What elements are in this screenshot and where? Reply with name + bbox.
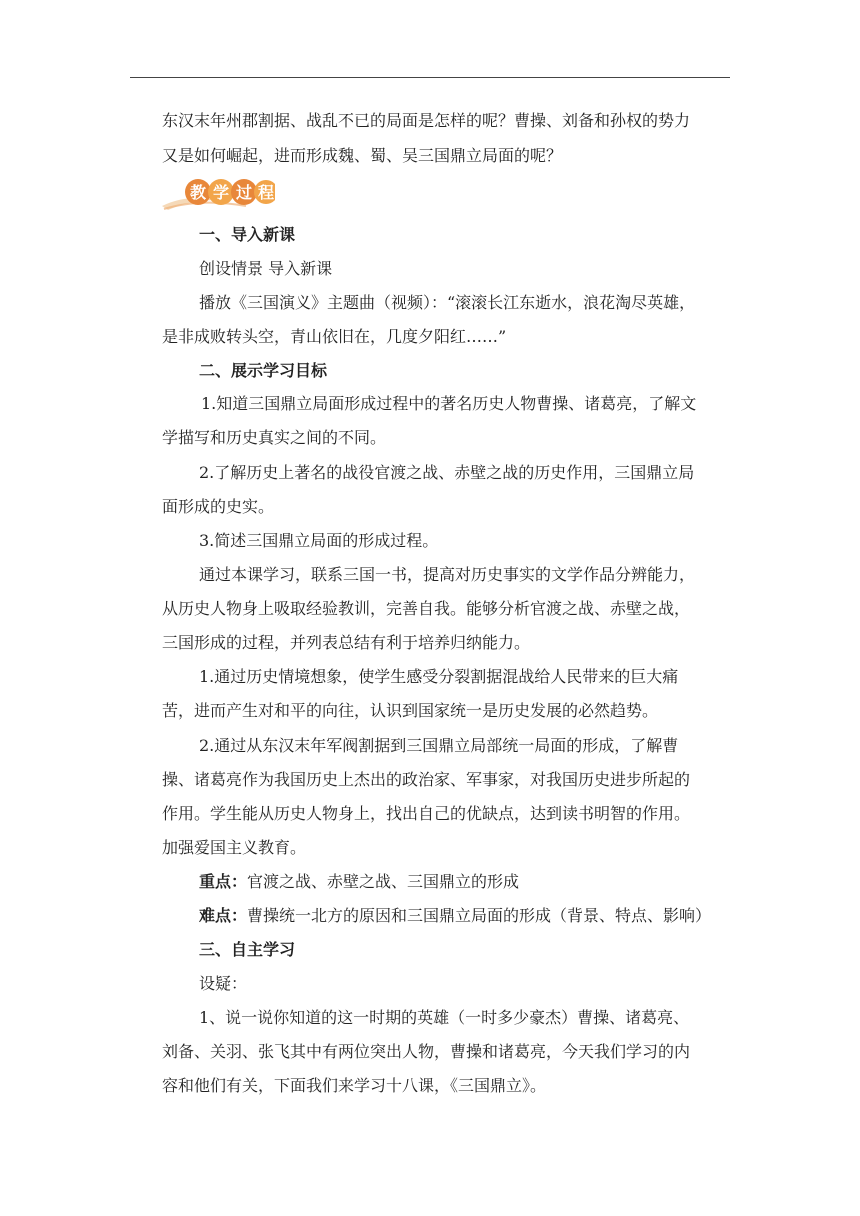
- goal-line: 通过本课学习，联系三国一书，提高对历史事实的文学作品分辨能力，: [199, 565, 696, 584]
- intro-line: 东汉末年州郡割据、战乱不已的局面是怎样的呢？曹操、刘备和孙权的势力: [162, 111, 691, 130]
- section-heading: 二、展示学习目标: [199, 361, 328, 380]
- goal-line: 学描写和历史真实之间的不同。: [162, 428, 387, 447]
- goal-line: 3.简述三国鼎立局面的形成过程。: [199, 531, 439, 550]
- paragraph-line: 创设情景 导入新课: [199, 259, 333, 278]
- paragraph-line: 是非成败转头空，青山依旧在，几度夕阳红……”: [162, 327, 507, 346]
- section-heading: 一、导入新课: [199, 225, 296, 244]
- goal-line: 1.通过历史情境想象，使学生感受分裂割据混战给人民带来的巨大痛: [199, 667, 679, 686]
- goal-line: 作用。学生能从历史人物身上，找出自己的优缺点，达到读书明智的作用。: [162, 804, 691, 823]
- key-point: [199, 872, 519, 892]
- badge-char: 程: [257, 183, 275, 202]
- goal-line: 三国形成的过程，并列表总结有利于培养归纳能力。: [162, 633, 531, 652]
- paragraph-line: 容和他们有关，下面我们来学习十八课，《三国鼎立》。: [162, 1076, 547, 1095]
- badge-char: 学: [212, 183, 230, 202]
- goal-line: 加强爱国主义教育。: [162, 838, 307, 857]
- paragraph-line: 1、说一说你知道的这一时期的英雄（一时多少豪杰）曹操、诸葛亮、: [199, 1008, 690, 1027]
- difficult-point-text: 曹操统一北方的原因和三国鼎立局面的形成（背景、特点、影响）: [247, 906, 712, 925]
- goal-line: 2.了解历史上著名的战役官渡之战、赤壁之战的历史作用，三国鼎立局: [199, 463, 695, 482]
- paragraph-line: 设疑：: [199, 974, 248, 993]
- badge-char: 教: [189, 183, 207, 202]
- paragraph-line: 刘备、关羽、张飞其中有两位突出人物，曹操和诸葛亮，今天我们学习的内: [162, 1042, 691, 1061]
- goal-line: 2.通过从东汉末年军阀割据到三国鼎立局部统一局面的形成，了解曹: [199, 736, 679, 755]
- difficult-point: [199, 906, 711, 926]
- goal-line: 苦，进而产生对和平的向往，认识到国家统一是历史发展的必然趋势。: [162, 701, 659, 720]
- goal-line: 操、诸葛亮作为我国历史上杰出的政治家、军事家，对我国历史进步所起的: [162, 770, 691, 789]
- badge-char: 过: [235, 183, 253, 202]
- key-point-text: 官渡之战、赤壁之战、三国鼎立的形成: [247, 872, 520, 891]
- intro-line: 又是如何崛起，进而形成魏、蜀、吴三国鼎立局面的呢？: [162, 146, 563, 165]
- teaching-process-badge: [160, 176, 275, 214]
- key-point-label: 重点：: [199, 872, 248, 891]
- brush-swoosh-icon: [160, 176, 275, 214]
- goal-line: 从历史人物身上吸取经验教训，完善自我。能够分析官渡之战、赤壁之战，: [162, 599, 691, 618]
- header-rule: [130, 77, 730, 78]
- difficult-point-label: 难点：: [199, 906, 248, 925]
- section-heading: 三、自主学习: [199, 940, 296, 959]
- paragraph-line: 播放《三国演义》主题曲（视频）：“滚滚长江东逝水，浪花淘尽英雄，: [199, 293, 696, 312]
- goal-line: 1.知道三国鼎立局面形成过程中的著名历史人物曹操、诸葛亮，了解文: [201, 394, 697, 413]
- goal-line: 面形成的史实。: [162, 497, 275, 516]
